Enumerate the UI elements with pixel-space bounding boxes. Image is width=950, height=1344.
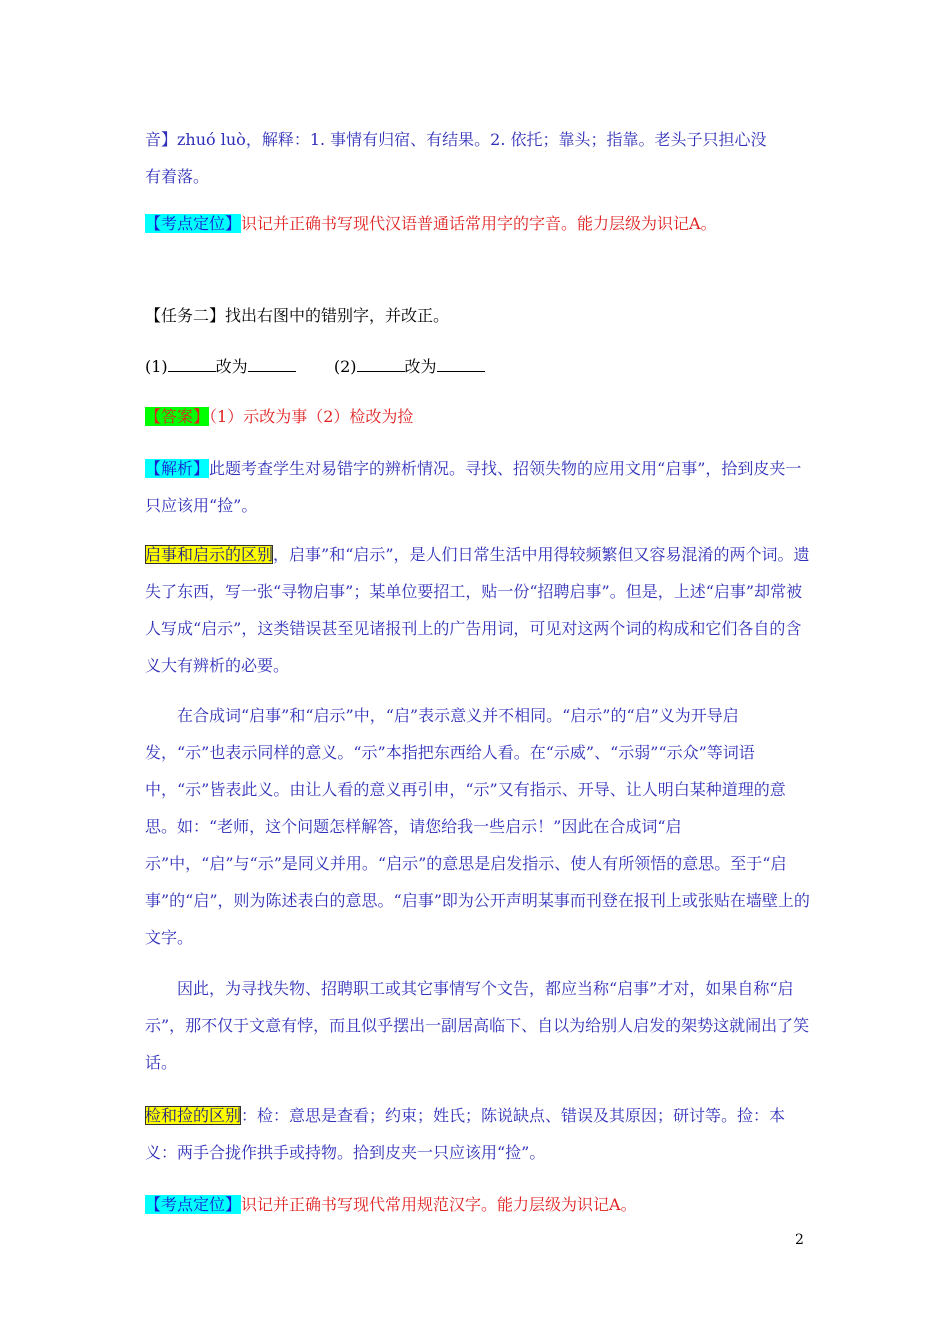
qishi-difference-text: ，启事”和“启示”，是人们日常生活中用得较频繁但又容易混淆的两个词。遗失了东西，写一张“寻物启事”；某单位要招工，贴一份“招聘启事”。但是，上述“启事”却常被人写成“启示”，这类错误甚至见诸报刊上的广告用词，可见对这两个词的构成和它们各自的含义大有辨析的必要。 <box>145 545 810 675</box>
analysis-tag: 【解析】 <box>145 459 210 478</box>
answer-tag: 【答案】 <box>145 407 210 426</box>
task-two-text: 【任务二】找出右图中的错别字，并改正。 <box>145 306 450 325</box>
exam-point-text: 识记并正确书写现代汉语普通话常用字的字音。能力层级为识记A。 <box>241 214 717 233</box>
q1-mid: 改为 <box>215 357 248 376</box>
analysis-text: 此题考查学生对易错字的辨析情况。寻找、招领失物的应用文用“启事”，拾到皮夹一只应该用“捡”。 <box>145 459 802 515</box>
q1-blank-a[interactable] <box>168 357 216 372</box>
q1-label: (1) <box>145 357 168 376</box>
continued-paragraph <box>145 121 810 195</box>
q1-blank-b[interactable] <box>248 357 296 372</box>
q2-label: (2) <box>333 357 357 376</box>
qishi-difference-tag: 启事和启示的区别 <box>145 545 274 564</box>
answer-text: （1）示改为事（2）检改为捡 <box>209 407 414 426</box>
fill-blanks-line <box>145 348 810 385</box>
q2-blank-b[interactable] <box>437 357 485 372</box>
q2-blank-a[interactable] <box>357 357 405 372</box>
q2-mid: 改为 <box>404 357 437 376</box>
jian-difference-tag: 检和捡的区别 <box>145 1106 242 1125</box>
exam-point-tag: 【考点定位】 <box>145 214 242 233</box>
answer-paragraph <box>145 398 810 435</box>
jian-difference-paragraph <box>145 1097 810 1171</box>
page-number: 2 <box>795 1232 804 1248</box>
final-exam-point-paragraph <box>145 1186 810 1223</box>
final-exam-point-text: 识记并正确书写现代常用规范汉字。能力层级为识记A。 <box>241 1195 637 1214</box>
analysis-paragraph <box>145 450 810 524</box>
compound-word-text: 在合成词“启事”和“启示”中，“启”表示意义并不相同。“启示”的“启”义为开导启发，“示”也表示同样的意义。“示”本指把东西给人看。在“示威”、“示弱”“示众”等词语中，“示”皆表此义。由让人看的意义再引申，“示”又有指示、开导、让人明白某种道理的意思。如：“老师，这个问题怎样解答，请您给我一些启示！”因此在合成词“启示”中，“启”与“示”是同义并用。“启示”的意思是启发指示、使人有所领悟的意思。至于“启事”的“启”，则为陈述表白的意思。“启事”即为公开声明某事而刊登在报刊上或张贴在墙壁上的文字。 <box>145 706 810 947</box>
qishi-difference-paragraph <box>145 536 810 684</box>
final-exam-point-tag: 【考点定位】 <box>145 1195 242 1214</box>
compound-word-paragraph <box>145 697 810 956</box>
exam-point-paragraph <box>145 205 810 242</box>
conclusion-text: 因此，为寻找失物、招聘职工或其它事情写个文告，都应当称“启事”才对，如果自称“启示”，那不仅于文意有悖，而且似乎摆出一副居高临下、自以为给别人启发的架势这就闹出了笑话。 <box>145 979 810 1072</box>
jian-difference-text: ：检：意思是查看；约束；姓氏；陈说缺点、错误及其原因；研讨等。捡：本义：两手合拢作拱手或持物。拾到皮夹一只应该用“捡”。 <box>145 1106 786 1162</box>
continued-line-1: 音】zhuó luò，解释：1. 事情有归宿、有结果。2. 依托；靠头；指靠。老头子只担心没 <box>145 130 767 149</box>
continued-line-2: 有着落。 <box>145 167 210 186</box>
task-two-heading <box>145 297 810 334</box>
conclusion-paragraph <box>145 970 810 1081</box>
